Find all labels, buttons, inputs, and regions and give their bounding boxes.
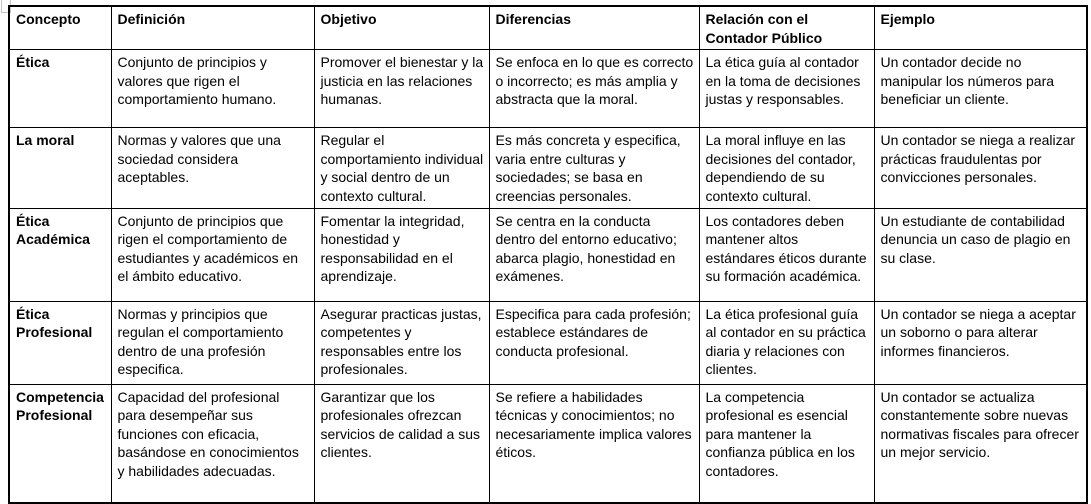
- cell-etica-profesional-objetivo: Asegurar practicas justas, competentes y responsables entre los profesionales.: [314, 301, 489, 384]
- header-cell-concepto: Concepto: [9, 6, 111, 50]
- table-row-etica-academica: [9, 208, 1087, 301]
- cell-la-moral-objetivo: Regular el comportamiento individual y social dentro de un contexto cultural.: [314, 128, 489, 208]
- table-row-la-moral: [9, 128, 1087, 208]
- header-cell-ejemplo: Ejemplo: [874, 6, 1087, 50]
- cell-competencia-objetivo: Garantizar que los profesionales ofrezcan servicios de calidad a sus clientes.: [314, 384, 489, 503]
- cell-la-moral-definicion: Normas y valores que una sociedad considera aceptables.: [111, 128, 314, 208]
- table-row-competencia-profesional: [9, 384, 1087, 503]
- table-header-row: [9, 6, 1087, 50]
- header-cell-diferencias: Diferencias: [489, 6, 699, 50]
- cell-etica-profesional-diferencias: Especifica para cada profesión; establece estándares de conducta profesional.: [489, 301, 699, 384]
- cell-competencia-diferencias: Se refiere a habilidades técnicas y conocimientos; no necesariamente implica valores éticos.: [489, 384, 699, 503]
- cell-etica-academica-concepto: Ética Académica: [9, 208, 111, 301]
- cell-competencia-relacion: La competencia profesional es esencial para mantener la confianza pública en los contadores.: [699, 384, 874, 503]
- header-cell-relacion-contador: Relación con el Contador Público: [699, 6, 874, 50]
- cell-la-moral-diferencias: Es más concreta y especifica, varia entre culturas y sociedades; se basa en creencias personales.: [489, 128, 699, 208]
- cell-competencia-ejemplo: Un contador se actualiza constantemente sobre nuevas normativas fiscales para ofrecer un mejor servicio.: [874, 384, 1087, 503]
- cell-etica-academica-ejemplo: Un estudiante de contabilidad denuncia un caso de plagio en su clase.: [874, 208, 1087, 301]
- cell-etica-objetivo: Promover el bienestar y la justicia en las relaciones humanas.: [314, 50, 489, 128]
- cell-etica-concepto: Ética: [9, 50, 111, 128]
- table-row-etica: [9, 50, 1087, 128]
- cell-la-moral-relacion: La moral influye en las decisiones del contador, dependiendo de su contexto cultural.: [699, 128, 874, 208]
- cell-etica-academica-objetivo: Fomentar la integridad, honestidad y responsabilidad en el aprendizaje.: [314, 208, 489, 301]
- cell-competencia-concepto: Competencia Profesional: [9, 384, 111, 503]
- header-cell-definicion: Definición: [111, 6, 314, 50]
- cell-etica-definicion: Conjunto de principios y valores que rigen el comportamiento humano.: [111, 50, 314, 128]
- cell-etica-relacion: La ética guía al contador en la toma de decisiones justas y responsables.: [699, 50, 874, 128]
- cell-etica-diferencias: Se enfoca en lo que es correcto o incorrecto; es más amplia y abstracta que la moral.: [489, 50, 699, 128]
- header-cell-objetivo: Objetivo: [314, 6, 489, 50]
- cell-etica-profesional-definicion: Normas y principios que regulan el comportamiento dentro de una profesión especifica.: [111, 301, 314, 384]
- cell-etica-ejemplo: Un contador decide no manipular los números para beneficiar un cliente.: [874, 50, 1087, 128]
- cell-etica-profesional-ejemplo: Un contador se niega a aceptar un soborno o para alterar informes financieros.: [874, 301, 1087, 384]
- cell-etica-profesional-relacion: La ética profesional guía al contador en su práctica diaria y relaciones con clientes.: [699, 301, 874, 384]
- cell-etica-academica-relacion: Los contadores deben mantener altos estándares éticos durante su formación académica.: [699, 208, 874, 301]
- cell-etica-profesional-concepto: Ética Profesional: [9, 301, 111, 384]
- ethics-concepts-table: [8, 5, 1088, 504]
- cell-la-moral-ejemplo: Un contador se niega a realizar prácticas fraudulentas por convicciones personales.: [874, 128, 1087, 208]
- cell-etica-academica-definicion: Conjunto de principios que rigen el comportamiento de estudiantes y académicos en el ámbito educativo.: [111, 208, 314, 301]
- cell-la-moral-concepto: La moral: [9, 128, 111, 208]
- cell-competencia-definicion: Capacidad del profesional para desempeñar sus funciones con eficacia, basándose en conocimientos y habilidades adecuadas.: [111, 384, 314, 503]
- table-row-etica-profesional: [9, 301, 1087, 384]
- cell-etica-academica-diferencias: Se centra en la conducta dentro del entorno educativo; abarca plagio, honestidad en exámenes.: [489, 208, 699, 301]
